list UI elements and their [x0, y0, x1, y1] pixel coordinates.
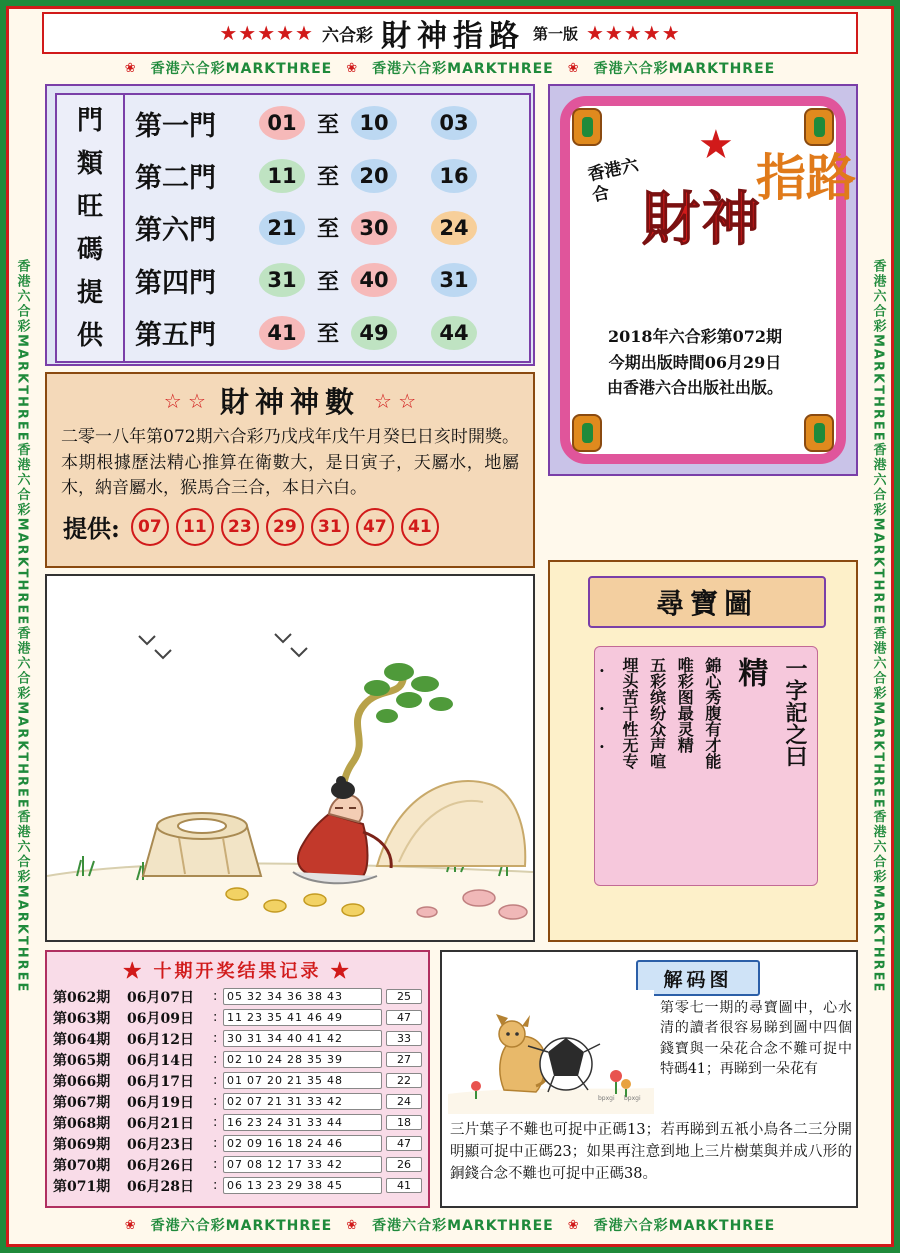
door-row-to: 49 — [351, 316, 397, 350]
poster-title-primary: 財神 — [642, 185, 763, 253]
decode-panel — [440, 950, 858, 1208]
divine-number: 47 — [356, 508, 394, 546]
result-number: 02 — [227, 1095, 243, 1108]
divine-number: 23 — [221, 508, 259, 546]
result-special: 47 — [386, 1136, 422, 1151]
edition-label: 第一版 — [532, 24, 578, 43]
door-row-to: 20 — [351, 159, 397, 193]
poster-info — [574, 324, 816, 401]
result-number: 23 — [247, 1116, 263, 1129]
svg-text:bpxgi: bpxgi — [598, 1095, 615, 1102]
side-strip-left-text: 香港六合彩MARKTHREE香港六合彩MARKTHREE香港六合彩MARKTHREE香港六合彩MARKTHREE — [14, 259, 30, 994]
door-row-from: 31 — [259, 263, 305, 297]
result-date: 06月09日 — [127, 1010, 194, 1027]
result-number: 07 — [247, 1074, 263, 1087]
result-number: 02 — [227, 1053, 243, 1066]
result-number: 24 — [307, 1137, 323, 1150]
result-number: 42 — [327, 1095, 343, 1108]
door-row-zhi: 至 — [317, 321, 340, 348]
result-numbers — [223, 1009, 382, 1026]
result-issue: 第068期 — [53, 1115, 111, 1132]
result-number: 16 — [227, 1116, 243, 1129]
result-number: 43 — [327, 990, 343, 1003]
result-colon: : — [213, 1073, 218, 1088]
result-numbers — [223, 1051, 382, 1068]
door-row-zhi: 至 — [317, 268, 340, 295]
result-number: 17 — [287, 1158, 303, 1171]
result-number: 38 — [307, 990, 323, 1003]
treasure-map-title: 尋寶圖 — [588, 576, 826, 628]
door-row — [125, 204, 529, 252]
result-date: 06月23日 — [127, 1136, 194, 1153]
door-row-result: 44 — [431, 316, 477, 350]
result-issue: 第071期 — [53, 1178, 111, 1195]
result-number: 42 — [327, 1032, 343, 1045]
result-date: 06月07日 — [127, 989, 194, 1006]
result-numbers — [223, 1156, 382, 1173]
result-number: 35 — [307, 1053, 323, 1066]
result-number: 16 — [267, 1137, 283, 1150]
door-side-char-2: 旺 — [76, 191, 103, 222]
side-strip-right — [862, 6, 894, 1247]
gem-icon — [804, 414, 834, 452]
result-number: 46 — [307, 1011, 323, 1024]
result-number: 42 — [327, 1158, 343, 1171]
side-strip-left — [6, 6, 38, 1247]
result-special: 47 — [386, 1010, 422, 1025]
result-number: 18 — [287, 1137, 303, 1150]
table-row — [47, 1175, 428, 1196]
divine-numbers-title: 財神神數 — [219, 385, 360, 419]
scroll-col-dots: . . . — [592, 657, 612, 752]
treasure-map-panel — [548, 560, 858, 942]
door-row — [125, 256, 529, 304]
result-number: 34 — [267, 1032, 283, 1045]
result-colon: : — [213, 1157, 218, 1172]
divine-numbers-list — [47, 502, 533, 546]
result-number: 33 — [307, 1158, 323, 1171]
flower-icon: ❀ — [124, 60, 137, 76]
result-number: 39 — [327, 1053, 343, 1066]
divine-numbers-panel — [45, 372, 535, 568]
result-issue: 第064期 — [53, 1031, 111, 1048]
table-row — [47, 986, 428, 1007]
result-numbers — [223, 1093, 382, 1110]
flower-icon: ❀ — [346, 1217, 359, 1233]
door-side-char-5: 供 — [76, 320, 103, 351]
result-colon: : — [213, 989, 218, 1004]
result-number: 07 — [227, 1158, 243, 1171]
gem-icon — [804, 108, 834, 146]
result-number: 07 — [247, 1095, 263, 1108]
poster-info-line-2: 今期出版時間06月29日 — [608, 352, 782, 372]
masthead-subtitle: 六合彩 — [321, 25, 373, 46]
door-row-zhi: 至 — [317, 216, 340, 243]
result-number: 24 — [267, 1116, 283, 1129]
door-table-side-label — [57, 95, 125, 361]
result-number: 06 — [227, 1179, 243, 1192]
provide-label: 提供: — [63, 514, 120, 543]
result-issue: 第063期 — [53, 1010, 111, 1027]
result-number: 32 — [247, 990, 263, 1003]
door-row-name: 第六門 — [135, 215, 216, 247]
result-number: 33 — [307, 1116, 323, 1129]
result-numbers — [223, 1177, 382, 1194]
illustration-panel — [45, 574, 535, 942]
door-row-zhi: 至 — [317, 111, 340, 138]
result-number: 30 — [227, 1032, 243, 1045]
ribbon-bottom-text-3: 香港六合彩MARKTHREE — [593, 1218, 776, 1234]
results-panel — [45, 950, 430, 1208]
divine-numbers-header — [47, 374, 533, 421]
decode-text-bottom: 三片葉子不難也可捉中正碼13；若再睇到五衹小鳥各二三分開明顯可捉中正碼23；如果再注意到地上三片樹葉與并成八形的銅錢合念不難也可捉中正碼38。 — [450, 1122, 852, 1182]
result-colon: : — [213, 1178, 218, 1193]
result-number: 10 — [247, 1053, 263, 1066]
flower-icon: ❀ — [567, 60, 580, 76]
result-number: 05 — [227, 990, 243, 1003]
result-colon: : — [213, 1136, 218, 1151]
result-special: 18 — [386, 1115, 422, 1130]
ribbon-top-text-3: 香港六合彩MARKTHREE — [593, 61, 776, 77]
result-number: 44 — [327, 1116, 343, 1129]
flower-icon: ❀ — [124, 1217, 137, 1233]
result-number: 21 — [287, 1074, 303, 1087]
result-special: 24 — [386, 1094, 422, 1109]
result-special: 41 — [386, 1178, 422, 1193]
door-side-char-1: 類 — [76, 148, 103, 179]
ribbon-top — [42, 56, 858, 80]
table-row — [47, 1070, 428, 1091]
result-special: 26 — [386, 1157, 422, 1172]
door-row — [125, 152, 529, 200]
door-row-result: 16 — [431, 159, 477, 193]
result-date: 06月17日 — [127, 1073, 194, 1090]
result-number: 20 — [267, 1074, 283, 1087]
result-numbers — [223, 1072, 382, 1089]
door-row-to: 10 — [351, 106, 397, 140]
door-side-char-4: 提 — [76, 277, 103, 308]
result-date: 06月26日 — [127, 1157, 194, 1174]
result-number: 36 — [287, 990, 303, 1003]
result-number: 33 — [307, 1095, 323, 1108]
result-special: 25 — [386, 989, 422, 1004]
side-strip-right-text: 香港六合彩MARKTHREE香港六合彩MARKTHREE香港六合彩MARKTHREE香港六合彩MARKTHREE — [870, 259, 886, 994]
result-numbers — [223, 1135, 382, 1152]
result-number: 48 — [327, 1074, 343, 1087]
result-number: 31 — [287, 1095, 303, 1108]
poster-title-secondary: 指路 — [756, 148, 856, 207]
door-side-char-3: 碼 — [76, 234, 103, 265]
scroll-col-2: 錦心秀腹有才能 — [702, 657, 722, 769]
gem-icon — [572, 414, 602, 452]
star-icon-right: ☆ ☆ — [374, 388, 417, 413]
result-number: 35 — [307, 1074, 323, 1087]
star-icon-left: ☆ ☆ — [163, 388, 206, 413]
door-row-name: 第五門 — [135, 320, 216, 352]
door-row-from: 11 — [259, 159, 305, 193]
result-number: 41 — [307, 1032, 323, 1045]
star-icon: ★ — [698, 122, 734, 168]
result-colon: : — [213, 1010, 218, 1025]
poster-info-line-3: 由香港六合出版社出版。 — [606, 378, 783, 398]
table-row — [47, 1112, 428, 1133]
result-number: 28 — [287, 1053, 303, 1066]
result-colon: : — [213, 1115, 218, 1130]
masthead — [42, 12, 858, 54]
result-number: 31 — [287, 1116, 303, 1129]
door-rows — [125, 95, 529, 361]
ribbon-bottom — [42, 1213, 858, 1237]
scroll-col-4: 五彩缤纷众声喧 — [647, 657, 667, 769]
result-date: 06月28日 — [127, 1178, 194, 1195]
result-number: 40 — [287, 1032, 303, 1045]
svg-text:bpxgi: bpxgi — [624, 1095, 641, 1102]
result-issue: 第062期 — [53, 989, 111, 1006]
door-row-to: 40 — [351, 263, 397, 297]
door-table-panel — [45, 84, 535, 366]
page-title: 財神指路 — [380, 19, 525, 54]
flower-icon: ❀ — [346, 60, 359, 76]
result-number: 02 — [227, 1137, 243, 1150]
result-number: 21 — [267, 1095, 283, 1108]
result-numbers — [223, 1114, 382, 1131]
door-row-name: 第二門 — [135, 163, 216, 195]
result-number: 46 — [327, 1137, 343, 1150]
result-numbers — [223, 988, 382, 1005]
ribbon-bottom-text-1: 香港六合彩MARKTHREE — [150, 1218, 333, 1234]
door-row-result: 03 — [431, 106, 477, 140]
result-colon: : — [213, 1094, 218, 1109]
poster-info-line-1: 2018年六合彩第072期 — [608, 327, 782, 346]
result-issue: 第066期 — [53, 1073, 111, 1090]
result-date: 06月19日 — [127, 1094, 194, 1111]
door-row-result: 31 — [431, 263, 477, 297]
result-number: 01 — [227, 1074, 243, 1087]
result-number: 23 — [247, 1011, 263, 1024]
door-row-from: 21 — [259, 211, 305, 245]
table-row — [47, 1007, 428, 1028]
door-table-inner — [55, 93, 531, 363]
result-number: 31 — [247, 1032, 263, 1045]
result-number: 23 — [267, 1179, 283, 1192]
table-row — [47, 1154, 428, 1175]
result-special: 27 — [386, 1052, 422, 1067]
result-number: 13 — [247, 1179, 263, 1192]
result-special: 33 — [386, 1031, 422, 1046]
result-number: 09 — [247, 1137, 263, 1150]
divine-number: 29 — [266, 508, 304, 546]
divine-number: 07 — [131, 508, 169, 546]
door-row-from: 01 — [259, 106, 305, 140]
result-number: 29 — [287, 1179, 303, 1192]
door-row — [125, 99, 529, 147]
door-side-char-0: 門 — [76, 105, 103, 136]
result-number: 08 — [247, 1158, 263, 1171]
result-numbers — [223, 1030, 382, 1047]
divine-number: 31 — [311, 508, 349, 546]
result-date: 06月14日 — [127, 1052, 194, 1069]
door-row — [125, 309, 529, 357]
door-row-result: 24 — [431, 211, 477, 245]
poster-panel — [548, 84, 858, 476]
door-row-zhi: 至 — [317, 164, 340, 191]
divine-numbers-body: 二零一八年第072期六合彩乃戊戌年戊午月癸巳日亥时開獎。本期根據歷法精心推算在衛數大，是日寅子，天屬水，地屬木，納音屬水，猴馬合三合，本日六白。 — [61, 427, 519, 498]
table-row — [47, 1133, 428, 1154]
scroll-col-5: 埋头苦干性无专 — [620, 657, 640, 769]
stars-right: ★★★★★ — [586, 21, 681, 45]
door-row-name: 第四門 — [135, 267, 216, 299]
divine-number: 11 — [176, 508, 214, 546]
ribbon-top-text-1: 香港六合彩MARKTHREE — [150, 61, 333, 77]
ribbon-bottom-text-2: 香港六合彩MARKTHREE — [372, 1218, 554, 1234]
result-colon: : — [213, 1031, 218, 1046]
scroll-col-3: 唯彩图最灵精 — [675, 657, 695, 753]
result-date: 06月21日 — [127, 1115, 194, 1132]
table-row — [47, 1091, 428, 1112]
decode-illustration — [448, 990, 654, 1114]
scroll-col-keyword: 精 — [732, 657, 768, 687]
table-row — [47, 1049, 428, 1070]
result-issue: 第067期 — [53, 1094, 111, 1111]
table-row — [47, 1028, 428, 1049]
door-row-from: 41 — [259, 316, 305, 350]
results-title: ★ 十期开奖结果记录 ★ — [123, 961, 352, 982]
result-number: 35 — [267, 1011, 283, 1024]
result-number: 41 — [287, 1011, 303, 1024]
door-row-name: 第一門 — [135, 110, 216, 142]
result-number: 34 — [267, 990, 283, 1003]
result-number: 38 — [307, 1179, 323, 1192]
result-date: 06月12日 — [127, 1031, 194, 1048]
result-number: 45 — [327, 1179, 343, 1192]
result-issue: 第070期 — [53, 1157, 111, 1174]
decode-title: 解码图 — [636, 960, 760, 996]
result-colon: : — [213, 1052, 218, 1067]
stars-left: ★★★★★ — [219, 21, 314, 45]
divine-number: 41 — [401, 508, 439, 546]
result-number: 24 — [267, 1053, 283, 1066]
result-number: 12 — [267, 1158, 283, 1171]
illustration-drawing — [47, 576, 533, 940]
poster-hk-label: 香港六合 — [586, 155, 641, 207]
scroll-col-main: 一字記之曰 — [782, 657, 808, 767]
result-issue: 第065期 — [53, 1052, 111, 1069]
gem-icon — [572, 108, 602, 146]
result-issue: 第069期 — [53, 1136, 111, 1153]
result-special: 22 — [386, 1073, 422, 1088]
ribbon-top-text-2: 香港六合彩MARKTHREE — [372, 61, 554, 77]
decode-text-top: 第零七一期的尋寶圖中，心水清的讀者很容易睇到圖中四個錢寶與一朵花合念不難可捉中特碼41；再睇到一朵花有 — [660, 1000, 852, 1077]
result-number: 49 — [327, 1011, 343, 1024]
result-number: 11 — [227, 1011, 243, 1024]
flower-icon: ❀ — [567, 1217, 580, 1233]
door-row-to: 30 — [351, 211, 397, 245]
treasure-scroll — [594, 646, 818, 886]
